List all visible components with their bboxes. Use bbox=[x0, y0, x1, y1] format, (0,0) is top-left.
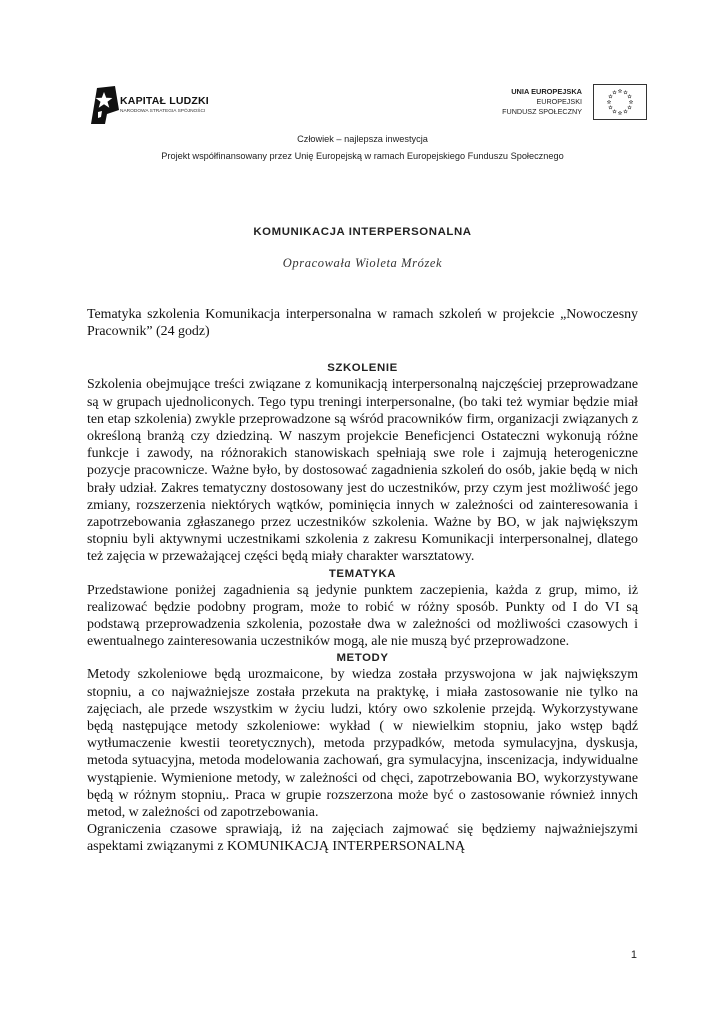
header-tagline: Człowiek – najlepsza inwestycja bbox=[297, 134, 428, 144]
kapital-ludzki-mark-icon bbox=[88, 84, 122, 126]
document-author: Opracowała Wioleta Mrózek bbox=[282, 256, 443, 270]
eu-star-icon bbox=[607, 100, 611, 103]
eu-star-icon bbox=[624, 110, 628, 113]
eu-star-icon bbox=[609, 95, 613, 98]
kapital-ludzki-subtitle: NARODOWA STRATEGIA SPÓJNOŚCI bbox=[120, 109, 206, 114]
section-paragraph-metody: Metody szkoleniowe będą urozmaicone, by wiedza została przyswojona w jak największym stopniu, a co najważniejsze została przekuta na praktykę, i miała zastosowanie nie tylko na zajęciach, ale przede wszystkim w życiu ludzi, który owo szkolenie przejdą. Wykorzystywane będą następujące metody szkoleniowe: wykład ( w niewielkim stopniu, jako wstęp bądź wytłumaczenie kwestii teoretycznych), metoda przypadków, metoda symulacyjna, dyskusja, metoda sytuacyjna, metoda modelowania zachowań, gra symulacyjna, inscenizacja, indywidualne wystąpienie. Wymienione metody, w zależności od chęci, zapotrzebowania BO, wykorzystywane będą w różnym stopniu,. Praca w grupie rozszerzona może być o zastosowanie również innych metod, w zależności od zapotrzebowania. bbox=[87, 667, 638, 821]
eu-star-icon bbox=[628, 95, 632, 98]
page-number: 1 bbox=[630, 949, 637, 961]
eu-logo-line-3: FUNDUSZ SPOŁECZNY bbox=[502, 107, 582, 116]
kapital-ludzki-title: KAPITAŁ LUDZKI bbox=[120, 95, 209, 107]
header-project-line: Projekt współfinansowany przez Unię Europejską w ramach Europejskiego Funduszu Społecznego bbox=[161, 151, 564, 161]
eu-stars-icon bbox=[594, 85, 646, 119]
section-heading-metody: METODY bbox=[336, 652, 389, 665]
section-paragraph-szkolenie: Szkolenia obejmujące treści związane z komunikacją interpersonalną najczęściej przeprowadzane są w grupach ujednoliconych. Tego typu treningi interpersonalne, (bo taki też wymiar będzie miał ten etap szkolenia) zwykle przeprowadzone są wśród pracowników firm, organizacji związanych z określoną branżą czy dziedziną. W naszym projekcie Beneficjenci Ostateczni wykonują różne funkcje i zawody, na różnorakich stanowiskach spełniają swe role i zajmują heterogeniczne pozycje pracownicze. Ważne było, by dostosować zagadnienia szkoleń do osób, jakie będą w nich brały udział. Zakres tematyczny dostosowany jest do uczestników, przy czym jest możliwość jego zmiany, rozszerzenia niektórych wątków, pominięcia innych w zależności od zainteresowania i zapotrzebowania zgłaszanego przez uczestników szkolenia. Ważne by BO, w jak największym stopniu byli aktywnymi uczestnikami szkolenia z zakresu Komunikacji interpersonalnej, dlatego też zajęcia w przeważającej części będą miały charakter warsztatowy. bbox=[87, 377, 638, 565]
eu-star-icon bbox=[609, 106, 613, 109]
eu-logo-line-1: UNIA EUROPEJSKA bbox=[511, 87, 582, 96]
eu-logo-line-2: EUROPEJSKI bbox=[536, 97, 582, 106]
section-paragraph-ograniczenia: Ograniczenia czasowe sprawiają, iż na zajęciach zajmować się będziemy najważniejszymi aspektami związanymi z KOMUNIKACJĄ INTERPERSONALNĄ bbox=[87, 822, 638, 855]
eu-star-icon bbox=[613, 110, 617, 113]
document-body bbox=[87, 306, 638, 856]
eu-logo-text bbox=[502, 87, 582, 117]
section-heading-szkolenie: SZKOLENIE bbox=[327, 362, 398, 375]
section-heading-tematyka: TEMATYKA bbox=[328, 567, 397, 580]
eu-star-icon bbox=[628, 106, 632, 109]
eu-star-icon bbox=[618, 89, 622, 92]
kapital-ludzki-logo bbox=[88, 84, 228, 126]
eu-star-icon bbox=[618, 111, 622, 114]
eu-star-icon bbox=[629, 100, 633, 103]
eu-flag-icon bbox=[593, 84, 647, 120]
intro-paragraph: Tematyka szkolenia Komunikacja interpersonalna w ramach szkoleń w projekcie „Nowoczesny Pracownik” (24 godz) bbox=[87, 307, 638, 340]
eu-star-icon bbox=[613, 91, 617, 94]
document-title: KOMUNIKACJA INTERPERSONALNA bbox=[253, 226, 472, 238]
eu-star-icon bbox=[624, 91, 628, 94]
section-paragraph-tematyka: Przedstawione poniżej zagadnienia są jedynie punktem zaczepienia, każda z grup, mimo, iż realizować będzie podobny program, może to robić w różny sposób. Punkty od I do VI są podstawą przeprowadzenia szkolenia, pozostałe dwa w zależności od możliwości czasowych i ewentualnego zainteresowania uczestników mogą, ale nie muszą być przeprowadzone. bbox=[87, 582, 638, 650]
